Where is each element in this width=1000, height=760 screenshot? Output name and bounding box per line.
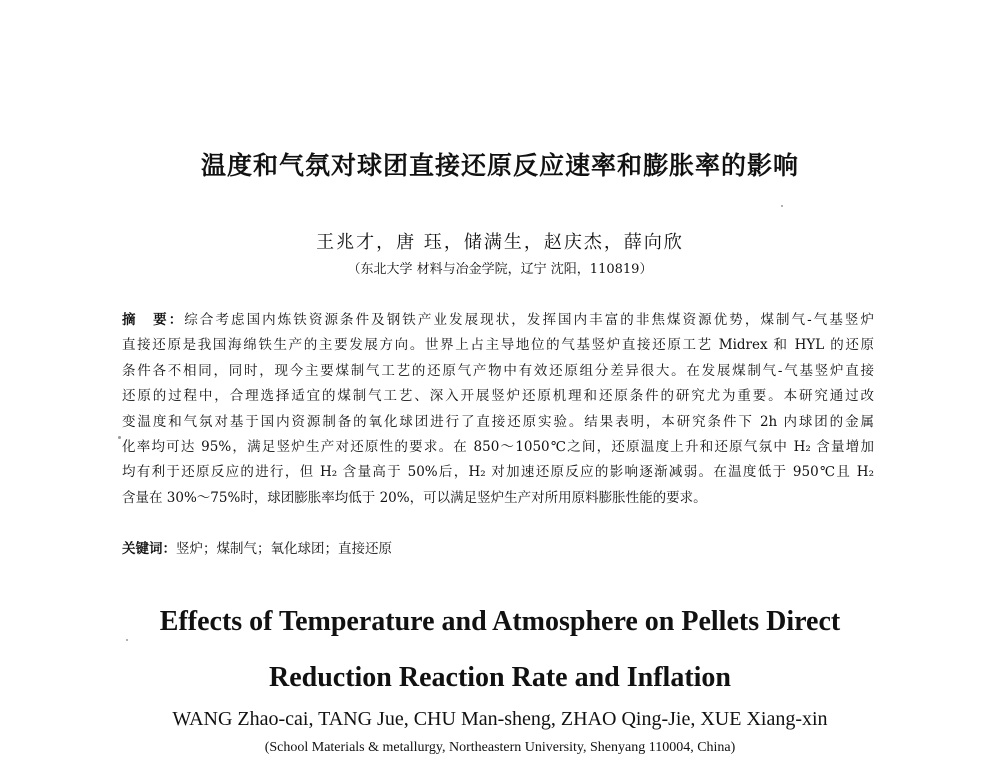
- abstract-line-6: 化率均可达 95%，满足竖炉生产对还原性的要求。在 850～1050℃之间，还原温度上升和还原气氛中 H₂ 含量增加: [122, 439, 874, 456]
- chinese-title: 温度和气氛对球团直接还原反应速率和膨胀率的影响: [200, 151, 799, 180]
- abstract-line-4: 还原的过程中，合理选择适宜的煤制气工艺、深入开展竖炉还原机理和还原条件的研究尤为重要。本研究通过改: [122, 388, 874, 405]
- abstract-line-3: 条件各不相同，同时，现今主要煤制气工艺的还原气产物中有效还原组分差异很大。在发展煤制气-气基竖炉直接: [122, 362, 874, 379]
- abstract-label: 摘 要：: [122, 312, 185, 328]
- english-affiliation: (School Materials & metallurgy, Northeastern University, Shenyang 110004, China): [264, 740, 736, 755]
- keywords-text: 竖炉；煤制气；氧化球团；直接还原: [176, 541, 392, 557]
- scan-speck: [126, 639, 128, 641]
- abstract-line-5: 变温度和气氛对基于国内资源制备的氧化球团进行了直接还原实验。结果表明，本研究条件下 2h 内球团的金属: [122, 413, 874, 430]
- abstract-line-7: 均有利于还原反应的进行，但 H₂ 含量高于 50%后，H₂ 对加速还原反应的影响逐渐减弱。在温度低于 950℃且 H₂: [122, 464, 874, 481]
- chinese-abstract: [122, 308, 874, 511]
- abstract-line-1: [122, 308, 874, 333]
- chinese-authors: 王兆才，唐 珏，储满生，赵庆杰，薛向欣: [316, 232, 684, 253]
- chinese-affiliation: （东北大学 材料与冶金学院，辽宁 沈阳，110819）: [347, 262, 653, 277]
- scan-speck: [781, 205, 783, 207]
- abstract-line-8: 含量在 30%～75%时，球团膨胀率均低于 20%，可以满足竖炉生产对所用原料膨胀性能的要求。: [122, 489, 707, 506]
- english-title-line-1: Effects of Temperature and Atmosphere on Pellets Direct: [159, 606, 841, 637]
- keywords: [122, 537, 392, 557]
- english-authors: WANG Zhao-cai, TANG Jue, CHU Man-sheng, ZHAO Qing-Jie, XUE Xiang-xin: [172, 708, 828, 730]
- keywords-label: 关键词：: [122, 541, 176, 557]
- english-title-line-2: Reduction Reaction Rate and Inflation: [268, 662, 731, 693]
- scan-speck: [118, 436, 121, 439]
- abstract-line-text: 综合考虑国内炼铁资源条件及钢铁产业发展现状，发挥国内丰富的非焦煤资源优势，煤制气-气基竖炉: [184, 312, 874, 328]
- abstract-line-2: 直接还原是我国海绵铁生产的主要发展方向。世界上占主导地位的气基竖炉直接还原工艺 Midrex 和 HYL 的还原: [122, 337, 874, 354]
